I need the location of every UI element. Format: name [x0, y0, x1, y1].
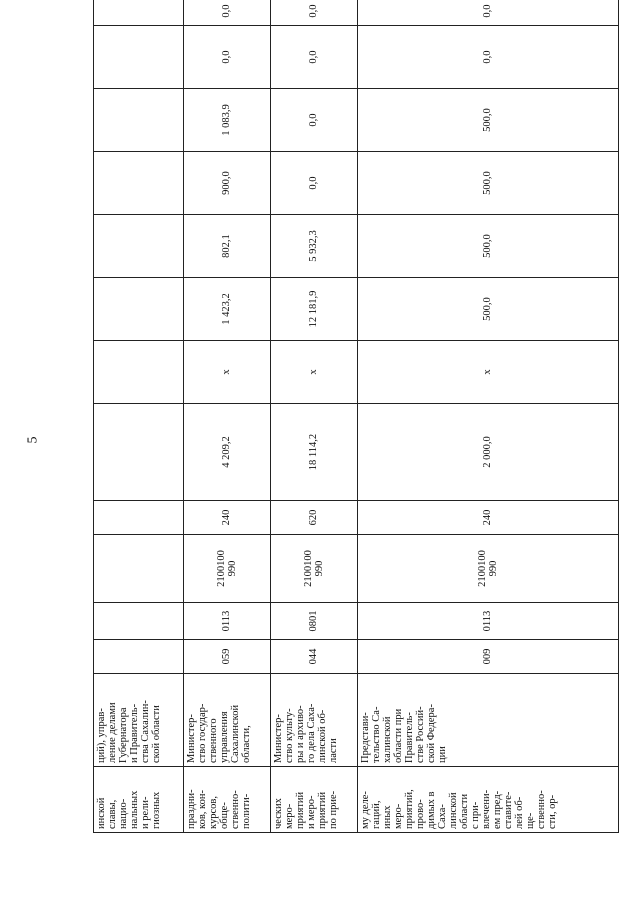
table-cell-v6 [94, 89, 184, 152]
table-cell-v5 [94, 152, 184, 215]
table-cell-v8: 0,0 [184, 0, 271, 26]
table-cell-col2: Представи- тельство Са- халинской области при Правитель- стве Россий- ской Федера- ции [358, 674, 619, 767]
table-cell-v4 [94, 215, 184, 278]
table-cell-col1: инской славы, нацио- нальных и рели- гиозных [94, 767, 184, 833]
table-cell-v5: 900,0 [184, 152, 271, 215]
table-cell-v1: 4 209,2 [184, 404, 271, 501]
table-cell-v7: 0,0 [271, 26, 358, 89]
table-cell-v3: 500,0 [358, 278, 619, 341]
table-cell-v1: 18 114,2 [271, 404, 358, 501]
table-cell-v7: 0,0 [358, 26, 619, 89]
table-cell-v4: 802,1 [184, 215, 271, 278]
table-cell-v3: 1 423,2 [184, 278, 271, 341]
table-cell-vr: 240 [358, 501, 619, 535]
table-cell-v8: 0,0 [358, 0, 619, 26]
table-cell-v2: x [271, 341, 358, 404]
table-cell-v5: 0,0 [271, 152, 358, 215]
table-cell-col1: му деле- гаций, иных меро- приятий, прово- димых в Саха- линской области с при- влечени- ем пред- ставите- лей об- ще- ственно- сти, ор- [358, 767, 619, 833]
table-cell-vr: 620 [271, 501, 358, 535]
table-cell-v6: 500,0 [358, 89, 619, 152]
table-cell-v7: 0,0 [184, 26, 271, 89]
table-row [358, 0, 619, 833]
table-cell-rz: 0801 [271, 603, 358, 640]
table-cell-vr: 240 [184, 501, 271, 535]
table-cell-gr: 059 [184, 640, 271, 674]
table-cell-gr: 009 [358, 640, 619, 674]
budget-table [93, 0, 619, 833]
table-cell-v3: 12 181,9 [271, 278, 358, 341]
table-cell-col2: ций), управ- ление делами Губернатора и Правитель- ства Сахалин- ской области [94, 674, 184, 767]
table-cell-v8: 0,0 [271, 0, 358, 26]
table-cell-v1: 2 000,0 [358, 404, 619, 501]
table-cell-v6: 0,0 [271, 89, 358, 152]
table-cell-cs: 2100100 990 [271, 535, 358, 603]
table-row [271, 0, 358, 833]
table-cell-v2 [94, 341, 184, 404]
table-cell-cs: 2100100 990 [184, 535, 271, 603]
budget-table-rotated [93, 0, 618, 833]
table-cell-v2: x [358, 341, 619, 404]
table-cell-gr [94, 640, 184, 674]
table-cell-v7 [94, 26, 184, 89]
table-cell-v1 [94, 404, 184, 501]
page-number: 5 [25, 436, 41, 444]
table-cell-v4: 5 932,3 [271, 215, 358, 278]
table-row [94, 0, 184, 833]
table-cell-v8 [94, 0, 184, 26]
table-row [184, 0, 271, 833]
table-cell-gr: 044 [271, 640, 358, 674]
table-cell-vr [94, 501, 184, 535]
table-cell-col2: Министер- ство государ- ственного управления Сахалинской области, [184, 674, 271, 767]
table-cell-cs: 2100100 990 [358, 535, 619, 603]
table-cell-rz: 0113 [184, 603, 271, 640]
table-cell-col1: ческих меро- приятий и меро- приятий по приe- [271, 767, 358, 833]
table-cell-rz [94, 603, 184, 640]
table-cell-v4: 500,0 [358, 215, 619, 278]
table-cell-v6: 1 083,9 [184, 89, 271, 152]
table-cell-col1: праздни- ков, кон- курсов, обще- ственно- полити- [184, 767, 271, 833]
table-cell-cs [94, 535, 184, 603]
table-cell-v2: x [184, 341, 271, 404]
table-cell-rz: 0113 [358, 603, 619, 640]
table-cell-col2: Министер- ство культу- ры и архиво- го дела Саха- линской об- ласти [271, 674, 358, 767]
table-cell-v5: 500,0 [358, 152, 619, 215]
table-cell-v3 [94, 278, 184, 341]
